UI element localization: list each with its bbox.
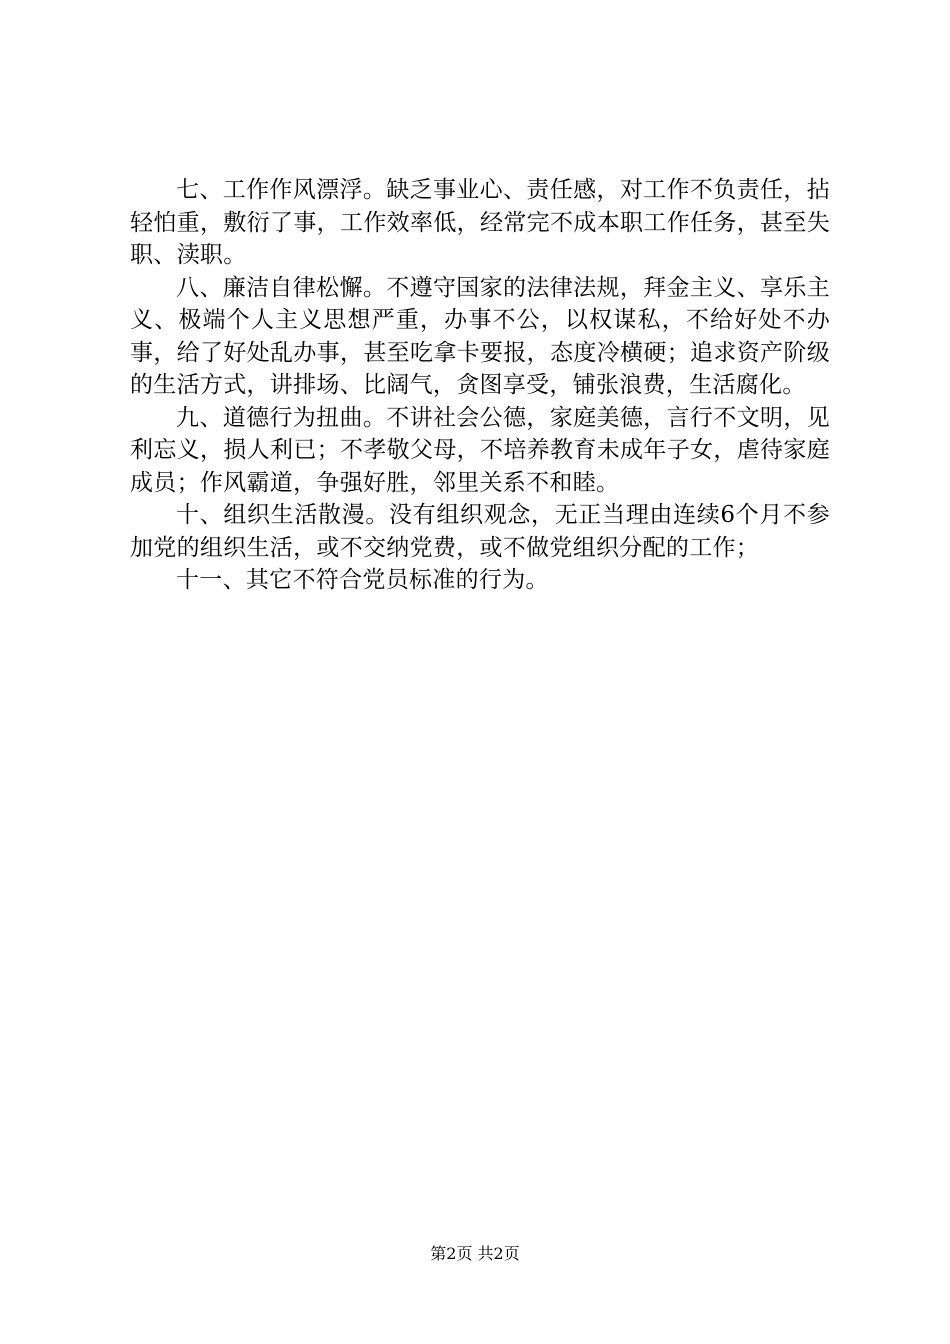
paragraph-item-11: 十一、其它不符合党员标准的行为。 (176, 567, 549, 593)
paragraph-item-8: 八、廉洁自律松懈。不遵守国家的法律法规，拜金主义、享乐主义、极端个人主义思想严重，办事不公，以权谋私，不给好处不办事，给了好处乱办事，甚至吃拿卡要报，态度冷横硬；追求资产阶级的生活方式，讲排场、比阔气，贪图享受，铺张浪费，生活腐化。 (130, 274, 830, 398)
paragraph-item-7: 七、工作作风漂浮。缺乏事业心、责任感，对工作不负责任，拈轻怕重，敷衍了事，工作效率低，经常完不成本职工作任务，甚至失职、渎职。 (130, 177, 830, 268)
document-body (130, 174, 830, 597)
page-number-footer: 第2页 共2页 (430, 1244, 520, 1263)
paragraph-item-9: 九、道德行为扭曲。不讲社会公德，家庭美德，言行不文明，见利忘义，损人利已；不孝敬父母，不培养教育未成年子女，虐待家庭成员；作风霸道，争强好胜，邻里关系不和睦。 (130, 404, 830, 496)
paragraph-item-10: 十、组织生活散漫。没有组织观念，无正当理由连续6个月不参加党的组织生活，或不交纳党费，或不做党组织分配的工作； (130, 502, 830, 561)
